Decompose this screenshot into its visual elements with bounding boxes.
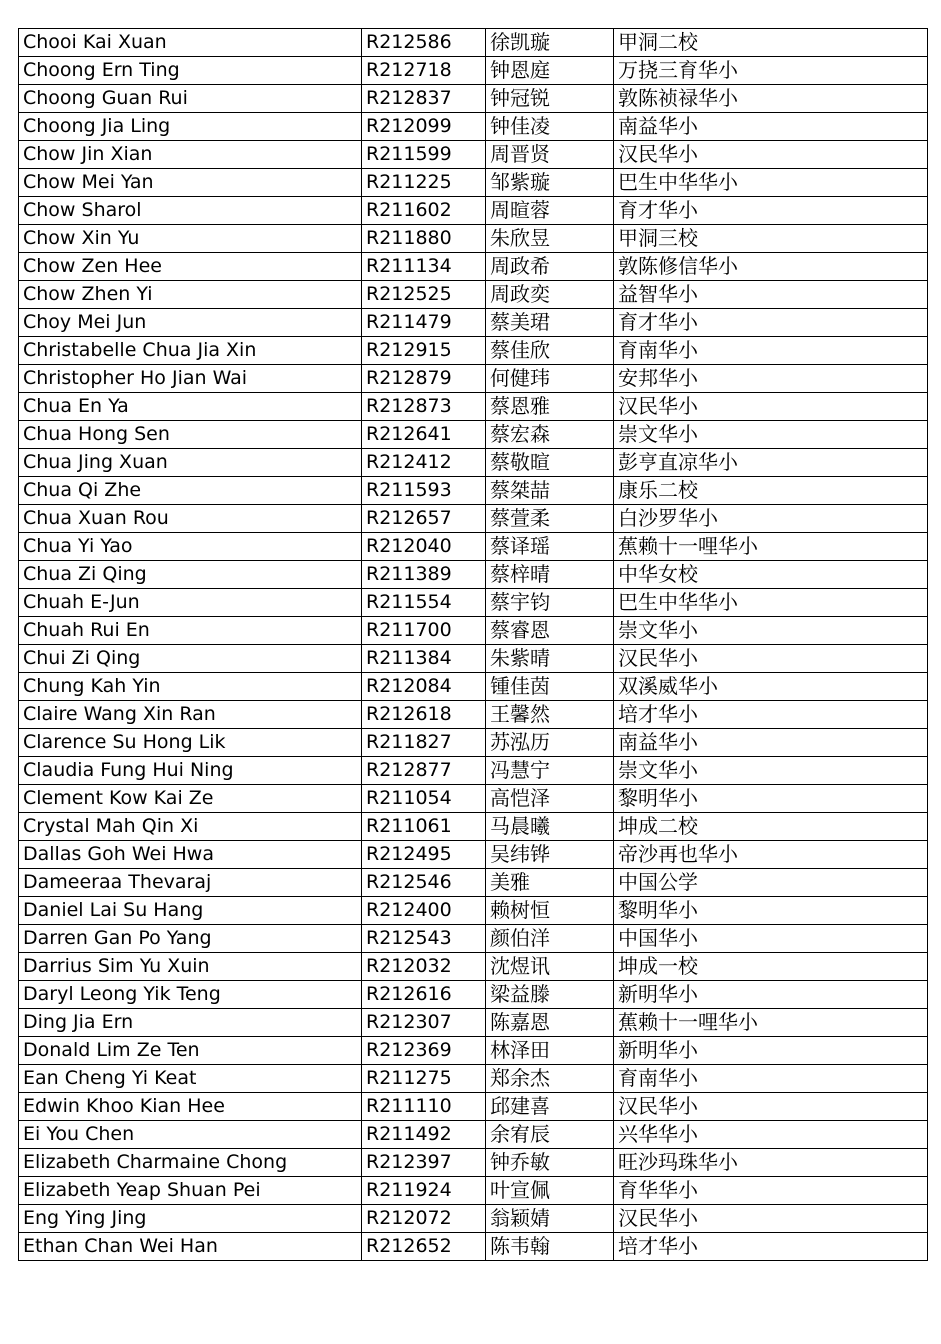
table-row xyxy=(19,785,928,813)
table-row xyxy=(19,1233,928,1261)
school-name-cell: 崇文华小 xyxy=(614,421,928,449)
chinese-name-cell: 蔡恩雅 xyxy=(486,393,614,421)
school-name-cell: 育南华小 xyxy=(614,337,928,365)
school-name-cell: 黎明华小 xyxy=(614,897,928,925)
student-name-cell: Chow Sharol xyxy=(19,197,362,225)
chinese-name-cell: 赖树恒 xyxy=(486,897,614,925)
registration-number-cell: R211384 xyxy=(362,645,486,673)
chinese-name-cell: 梁益滕 xyxy=(486,981,614,1009)
school-name-cell: 蕉赖十一哩华小 xyxy=(614,533,928,561)
chinese-name-cell: 蔡宇钧 xyxy=(486,589,614,617)
chinese-name-cell: 蔡佳欣 xyxy=(486,337,614,365)
table-row xyxy=(19,813,928,841)
table-row xyxy=(19,1121,928,1149)
student-name-cell: Chooi Kai Xuan xyxy=(19,29,362,57)
chinese-name-cell: 林泽田 xyxy=(486,1037,614,1065)
table-row xyxy=(19,1037,928,1065)
table-row xyxy=(19,981,928,1009)
chinese-name-cell: 何健玮 xyxy=(486,365,614,393)
registration-number-cell: R212369 xyxy=(362,1037,486,1065)
registration-number-cell: R211275 xyxy=(362,1065,486,1093)
registration-number-cell: R211389 xyxy=(362,561,486,589)
chinese-name-cell: 蔡宏森 xyxy=(486,421,614,449)
registration-number-cell: R211599 xyxy=(362,141,486,169)
school-name-cell: 南益华小 xyxy=(614,113,928,141)
registration-number-cell: R212546 xyxy=(362,869,486,897)
registration-number-cell: R212543 xyxy=(362,925,486,953)
registration-number-cell: R212616 xyxy=(362,981,486,1009)
table-row xyxy=(19,85,928,113)
student-name-cell: Choy Mei Jun xyxy=(19,309,362,337)
student-name-cell: Crystal Mah Qin Xi xyxy=(19,813,362,841)
registration-number-cell: R211054 xyxy=(362,785,486,813)
school-name-cell: 万挠三育华小 xyxy=(614,57,928,85)
school-name-cell: 旺沙玛珠华小 xyxy=(614,1149,928,1177)
student-name-cell: Chua Xuan Rou xyxy=(19,505,362,533)
roster-sheet xyxy=(18,28,927,1261)
table-row xyxy=(19,1177,928,1205)
registration-number-cell: R212618 xyxy=(362,701,486,729)
school-name-cell: 中国公学 xyxy=(614,869,928,897)
table-row xyxy=(19,57,928,85)
school-name-cell: 黎明华小 xyxy=(614,785,928,813)
table-row xyxy=(19,365,928,393)
school-name-cell: 坤成二校 xyxy=(614,813,928,841)
student-roster-table xyxy=(18,28,928,1261)
chinese-name-cell: 陈嘉恩 xyxy=(486,1009,614,1037)
school-name-cell: 巴生中华华小 xyxy=(614,589,928,617)
chinese-name-cell: 吴纬铧 xyxy=(486,841,614,869)
student-name-cell: Chua Yi Yao xyxy=(19,533,362,561)
registration-number-cell: R212657 xyxy=(362,505,486,533)
chinese-name-cell: 余宥辰 xyxy=(486,1121,614,1149)
student-name-cell: Chua Qi Zhe xyxy=(19,477,362,505)
table-row xyxy=(19,113,928,141)
table-row xyxy=(19,1065,928,1093)
table-row xyxy=(19,421,928,449)
table-row xyxy=(19,477,928,505)
student-name-cell: Chua En Ya xyxy=(19,393,362,421)
table-row xyxy=(19,757,928,785)
registration-number-cell: R212652 xyxy=(362,1233,486,1261)
student-name-cell: Chuah Rui En xyxy=(19,617,362,645)
chinese-name-cell: 周暄蓉 xyxy=(486,197,614,225)
table-row xyxy=(19,505,928,533)
student-name-cell: Chua Zi Qing xyxy=(19,561,362,589)
table-row xyxy=(19,841,928,869)
table-row xyxy=(19,197,928,225)
chinese-name-cell: 钟乔敏 xyxy=(486,1149,614,1177)
student-name-cell: Daryl Leong Yik Teng xyxy=(19,981,362,1009)
student-name-cell: Chung Kah Yin xyxy=(19,673,362,701)
table-row xyxy=(19,897,928,925)
student-name-cell: Ei You Chen xyxy=(19,1121,362,1149)
registration-number-cell: R212879 xyxy=(362,365,486,393)
table-row xyxy=(19,225,928,253)
student-name-cell: Clarence Su Hong Lik xyxy=(19,729,362,757)
registration-number-cell: R211602 xyxy=(362,197,486,225)
table-row xyxy=(19,673,928,701)
student-name-cell: Chow Jin Xian xyxy=(19,141,362,169)
school-name-cell: 白沙罗华小 xyxy=(614,505,928,533)
chinese-name-cell: 叶宣佩 xyxy=(486,1177,614,1205)
registration-number-cell: R212915 xyxy=(362,337,486,365)
table-row xyxy=(19,393,928,421)
student-name-cell: Christabelle Chua Jia Xin xyxy=(19,337,362,365)
table-row xyxy=(19,729,928,757)
chinese-name-cell: 蔡睿恩 xyxy=(486,617,614,645)
student-name-cell: Dameeraa Thevaraj xyxy=(19,869,362,897)
student-name-cell: Donald Lim Ze Ten xyxy=(19,1037,362,1065)
registration-number-cell: R212032 xyxy=(362,953,486,981)
roster-body xyxy=(19,29,928,1261)
student-name-cell: Darrius Sim Yu Xuin xyxy=(19,953,362,981)
table-row xyxy=(19,645,928,673)
registration-number-cell: R211110 xyxy=(362,1093,486,1121)
school-name-cell: 育南华小 xyxy=(614,1065,928,1093)
school-name-cell: 培才华小 xyxy=(614,1233,928,1261)
table-row xyxy=(19,869,928,897)
student-name-cell: Ean Cheng Yi Keat xyxy=(19,1065,362,1093)
chinese-name-cell: 蔡萱柔 xyxy=(486,505,614,533)
registration-number-cell: R212641 xyxy=(362,421,486,449)
table-row xyxy=(19,561,928,589)
registration-number-cell: R212718 xyxy=(362,57,486,85)
registration-number-cell: R212412 xyxy=(362,449,486,477)
chinese-name-cell: 陈韦翰 xyxy=(486,1233,614,1261)
chinese-name-cell: 徐凯璇 xyxy=(486,29,614,57)
registration-number-cell: R212307 xyxy=(362,1009,486,1037)
table-row xyxy=(19,169,928,197)
school-name-cell: 汉民华小 xyxy=(614,1205,928,1233)
student-name-cell: Chuah E-Jun xyxy=(19,589,362,617)
chinese-name-cell: 颜伯洋 xyxy=(486,925,614,953)
school-name-cell: 安邦华小 xyxy=(614,365,928,393)
student-name-cell: Edwin Khoo Kian Hee xyxy=(19,1093,362,1121)
school-name-cell: 汉民华小 xyxy=(614,1093,928,1121)
school-name-cell: 新明华小 xyxy=(614,1037,928,1065)
student-name-cell: Chua Jing Xuan xyxy=(19,449,362,477)
school-name-cell: 敦陈修信华小 xyxy=(614,253,928,281)
chinese-name-cell: 蔡桀喆 xyxy=(486,477,614,505)
chinese-name-cell: 朱紫晴 xyxy=(486,645,614,673)
registration-number-cell: R212084 xyxy=(362,673,486,701)
school-name-cell: 汉民华小 xyxy=(614,645,928,673)
registration-number-cell: R212040 xyxy=(362,533,486,561)
student-name-cell: Chow Zhen Yi xyxy=(19,281,362,309)
chinese-name-cell: 蔡美珺 xyxy=(486,309,614,337)
student-name-cell: Choong Ern Ting xyxy=(19,57,362,85)
student-name-cell: Chua Hong Sen xyxy=(19,421,362,449)
chinese-name-cell: 王馨然 xyxy=(486,701,614,729)
student-name-cell: Chow Zen Hee xyxy=(19,253,362,281)
chinese-name-cell: 翁颖婧 xyxy=(486,1205,614,1233)
chinese-name-cell: 周政奕 xyxy=(486,281,614,309)
table-row xyxy=(19,533,928,561)
student-name-cell: Ethan Chan Wei Han xyxy=(19,1233,362,1261)
school-name-cell: 汉民华小 xyxy=(614,393,928,421)
school-name-cell: 甲洞三校 xyxy=(614,225,928,253)
table-row xyxy=(19,1205,928,1233)
registration-number-cell: R211880 xyxy=(362,225,486,253)
registration-number-cell: R211492 xyxy=(362,1121,486,1149)
registration-number-cell: R211554 xyxy=(362,589,486,617)
school-name-cell: 育才华小 xyxy=(614,309,928,337)
student-name-cell: Clement Kow Kai Ze xyxy=(19,785,362,813)
school-name-cell: 彭亨直凉华小 xyxy=(614,449,928,477)
registration-number-cell: R211700 xyxy=(362,617,486,645)
school-name-cell: 崇文华小 xyxy=(614,757,928,785)
chinese-name-cell: 高恺泽 xyxy=(486,785,614,813)
school-name-cell: 育华华小 xyxy=(614,1177,928,1205)
chinese-name-cell: 锺佳茵 xyxy=(486,673,614,701)
registration-number-cell: R212099 xyxy=(362,113,486,141)
table-row xyxy=(19,29,928,57)
chinese-name-cell: 美雅 xyxy=(486,869,614,897)
registration-number-cell: R211827 xyxy=(362,729,486,757)
chinese-name-cell: 马晨曦 xyxy=(486,813,614,841)
table-row xyxy=(19,337,928,365)
table-row xyxy=(19,141,928,169)
school-name-cell: 双溪威华小 xyxy=(614,673,928,701)
registration-number-cell: R212400 xyxy=(362,897,486,925)
table-row xyxy=(19,309,928,337)
school-name-cell: 坤成一校 xyxy=(614,953,928,981)
chinese-name-cell: 邱建喜 xyxy=(486,1093,614,1121)
chinese-name-cell: 蔡译瑶 xyxy=(486,533,614,561)
chinese-name-cell: 蔡梓晴 xyxy=(486,561,614,589)
registration-number-cell: R211134 xyxy=(362,253,486,281)
student-name-cell: Ding Jia Ern xyxy=(19,1009,362,1037)
chinese-name-cell: 冯慧宁 xyxy=(486,757,614,785)
table-row xyxy=(19,253,928,281)
chinese-name-cell: 钟恩庭 xyxy=(486,57,614,85)
school-name-cell: 康乐二校 xyxy=(614,477,928,505)
table-row xyxy=(19,1149,928,1177)
student-name-cell: Choong Jia Ling xyxy=(19,113,362,141)
registration-number-cell: R212495 xyxy=(362,841,486,869)
school-name-cell: 蕉赖十一哩华小 xyxy=(614,1009,928,1037)
registration-number-cell: R211061 xyxy=(362,813,486,841)
school-name-cell: 甲洞二校 xyxy=(614,29,928,57)
student-name-cell: Chow Xin Yu xyxy=(19,225,362,253)
school-name-cell: 培才华小 xyxy=(614,701,928,729)
school-name-cell: 汉民华小 xyxy=(614,141,928,169)
table-row xyxy=(19,449,928,477)
registration-number-cell: R212837 xyxy=(362,85,486,113)
chinese-name-cell: 邹紫璇 xyxy=(486,169,614,197)
table-row xyxy=(19,925,928,953)
table-row xyxy=(19,701,928,729)
registration-number-cell: R211225 xyxy=(362,169,486,197)
student-name-cell: Chow Mei Yan xyxy=(19,169,362,197)
chinese-name-cell: 钟冠锐 xyxy=(486,85,614,113)
registration-number-cell: R211479 xyxy=(362,309,486,337)
registration-number-cell: R211924 xyxy=(362,1177,486,1205)
school-name-cell: 中国华小 xyxy=(614,925,928,953)
chinese-name-cell: 蔡敬暄 xyxy=(486,449,614,477)
student-name-cell: Claudia Fung Hui Ning xyxy=(19,757,362,785)
chinese-name-cell: 周晋贤 xyxy=(486,141,614,169)
registration-number-cell: R212873 xyxy=(362,393,486,421)
student-name-cell: Choong Guan Rui xyxy=(19,85,362,113)
school-name-cell: 帝沙再也华小 xyxy=(614,841,928,869)
student-name-cell: Elizabeth Yeap Shuan Pei xyxy=(19,1177,362,1205)
registration-number-cell: R212586 xyxy=(362,29,486,57)
student-name-cell: Christopher Ho Jian Wai xyxy=(19,365,362,393)
student-name-cell: Chui Zi Qing xyxy=(19,645,362,673)
table-row xyxy=(19,1009,928,1037)
registration-number-cell: R211593 xyxy=(362,477,486,505)
student-name-cell: Eng Ying Jing xyxy=(19,1205,362,1233)
table-row xyxy=(19,589,928,617)
student-name-cell: Elizabeth Charmaine Chong xyxy=(19,1149,362,1177)
student-name-cell: Darren Gan Po Yang xyxy=(19,925,362,953)
school-name-cell: 益智华小 xyxy=(614,281,928,309)
student-name-cell: Claire Wang Xin Ran xyxy=(19,701,362,729)
school-name-cell: 南益华小 xyxy=(614,729,928,757)
school-name-cell: 育才华小 xyxy=(614,197,928,225)
table-row xyxy=(19,1093,928,1121)
chinese-name-cell: 周政希 xyxy=(486,253,614,281)
registration-number-cell: R212877 xyxy=(362,757,486,785)
student-name-cell: Daniel Lai Su Hang xyxy=(19,897,362,925)
chinese-name-cell: 郑余杰 xyxy=(486,1065,614,1093)
school-name-cell: 崇文华小 xyxy=(614,617,928,645)
table-row xyxy=(19,617,928,645)
school-name-cell: 新明华小 xyxy=(614,981,928,1009)
table-row xyxy=(19,281,928,309)
school-name-cell: 中华女校 xyxy=(614,561,928,589)
school-name-cell: 兴华华小 xyxy=(614,1121,928,1149)
student-name-cell: Dallas Goh Wei Hwa xyxy=(19,841,362,869)
school-name-cell: 敦陈祯禄华小 xyxy=(614,85,928,113)
registration-number-cell: R212072 xyxy=(362,1205,486,1233)
registration-number-cell: R212397 xyxy=(362,1149,486,1177)
table-row xyxy=(19,953,928,981)
school-name-cell: 巴生中华华小 xyxy=(614,169,928,197)
chinese-name-cell: 苏泓历 xyxy=(486,729,614,757)
registration-number-cell: R212525 xyxy=(362,281,486,309)
chinese-name-cell: 钟佳凌 xyxy=(486,113,614,141)
chinese-name-cell: 沈煜讯 xyxy=(486,953,614,981)
chinese-name-cell: 朱欣昱 xyxy=(486,225,614,253)
